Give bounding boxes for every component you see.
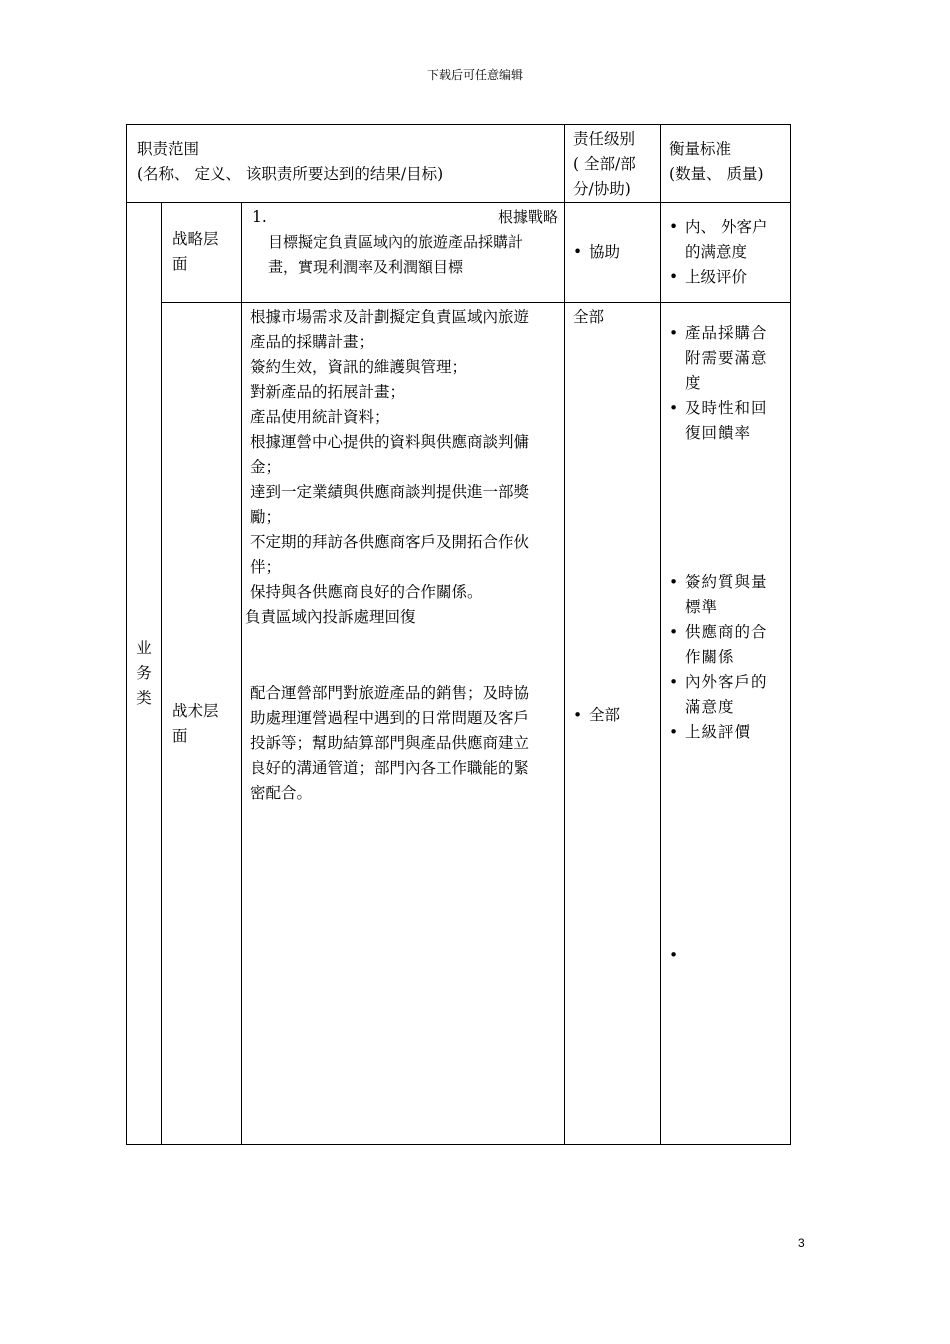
tactical-label-line2: 面 — [172, 727, 188, 745]
tactical-coordination-text: 配合運營部門對旅遊產品的銷售；及時協 助處理運營過程中遇到的日常問題及客戶 投訴等；幫助結算部門與產品供應商建立 良好的溝通管道；部門內各工作職能的緊 密配合。 — [250, 684, 530, 802]
level-header-line2: ( 全部/部 — [573, 155, 636, 173]
standard-header-line2: (数量、 质量) — [669, 165, 764, 183]
strategic-line3: 畫，實現利潤率及利潤額目標 — [268, 258, 464, 276]
level-header-line3: 分/协助) — [573, 180, 631, 198]
strategic-label-line2: 面 — [172, 255, 188, 273]
scope-title: 职责范围 — [137, 140, 200, 158]
tactical-duties-list: 根據市場需求及計劃擬定負責區域內旅遊 產品的採購計畫； 簽約生效，資訊的維護與管理； 對新產品的拓展計畫； 產品使用統計資料； 根據運營中心提供的資料與供應商談判傭 金； 達到一定業績與供應商談判提供進一部獎 勵； 不定期的拜訪各供應商客戶及開拓合作伙 伴； 保持與各供應商良好的合作關係。 — [250, 308, 530, 601]
tactical-level-cell — [565, 303, 661, 1145]
scope-header-cell — [127, 125, 565, 203]
strategic-item-number: 1. — [252, 208, 267, 226]
tactical-standard-item-2: • 及時性和回 復回饋率 — [665, 396, 784, 446]
tactical-standard-item-6: • 上級評價 — [665, 720, 784, 745]
strategic-standard-item-2: • 上级评价 — [665, 265, 784, 290]
standard-header-cell — [661, 125, 791, 203]
strategic-line2: 目標擬定負責區域內的旅遊產品採購計 — [268, 233, 524, 251]
tactical-standard-empty-bullet — [665, 943, 690, 968]
tactical-label-line1: 战术层 — [172, 702, 219, 720]
category-char-2: 务 — [136, 664, 152, 682]
strategic-standard-item-1: • 内、 外客户 的满意度 — [665, 215, 784, 265]
strategic-row — [127, 203, 791, 303]
strategic-label-cell — [162, 203, 242, 303]
strategic-label-line1: 战略层 — [172, 230, 219, 248]
category-char-3: 类 — [136, 689, 152, 707]
page-number: 3 — [798, 1236, 805, 1250]
category-char-1: 业 — [136, 639, 152, 657]
level-header-line1: 责任级别 — [573, 130, 636, 148]
category-cell — [127, 203, 162, 1145]
strategic-level-cell — [565, 203, 661, 303]
strategic-description-cell — [242, 203, 565, 303]
tactical-standard-group-1 — [665, 321, 784, 446]
tactical-standard-item-4: • 供應商的合 作關係 — [665, 620, 784, 670]
tactical-standard-group-2 — [665, 570, 784, 745]
tactical-standard-item-3: • 簽約質與量 標準 — [665, 570, 784, 620]
tactical-level-bullet: • 全部 — [569, 703, 620, 728]
tactical-level-top: 全部 — [573, 308, 605, 326]
tactical-description-cell — [242, 303, 565, 1145]
tactical-standard-item-1: • 產品採購合 附需要滿意 度 — [665, 321, 784, 396]
strategic-standard-cell — [661, 203, 791, 303]
strategic-level-value: • 協助 — [569, 240, 660, 265]
tactical-label-cell — [162, 303, 242, 1145]
scope-subtitle: (名称、 定义、 该职责所要达到的结果/目标) — [137, 165, 444, 183]
level-header-cell — [565, 125, 661, 203]
duty-table — [126, 124, 791, 1145]
standard-header-line1: 衡量标准 — [669, 140, 732, 158]
tactical-row — [127, 303, 791, 1145]
tactical-standard-cell — [661, 303, 791, 1145]
header-note: 下载后可任意编辑 — [426, 68, 523, 82]
table-header-row — [127, 125, 791, 203]
strategic-line1: 根據戰略 — [498, 208, 559, 226]
tactical-complaint-line: 負責區域內投訴處理回復 — [245, 608, 416, 626]
tactical-standard-item-5: • 內外客戶的 滿意度 — [665, 670, 784, 720]
